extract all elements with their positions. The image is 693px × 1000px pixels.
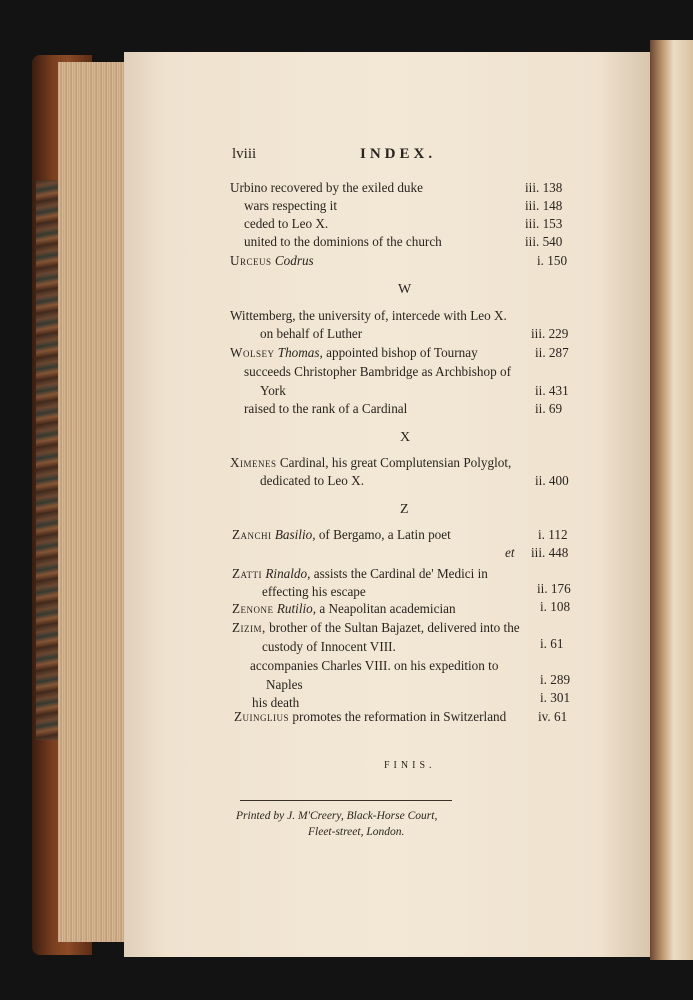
- entry-text: appointed bishop of Tournay: [322, 345, 478, 360]
- divider-rule: [240, 800, 452, 801]
- index-subentry: his death: [252, 695, 300, 710]
- entry-text: promotes the reformation in Switzerland: [289, 709, 507, 724]
- marbled-cover-edge: [36, 180, 58, 740]
- entry-text: a Neapolitan academician: [316, 601, 456, 616]
- index-heading: INDEX.: [360, 146, 437, 162]
- page-block-edge: [58, 62, 130, 942]
- index-subentry: dedicated to Leo X.: [260, 473, 364, 488]
- index-entry: [232, 566, 488, 582]
- index-entry: [232, 620, 520, 636]
- entry-et: et: [505, 545, 515, 560]
- index-entry: [230, 455, 511, 471]
- index-entry: [234, 709, 506, 725]
- entry-name: Ximenes: [230, 455, 277, 470]
- index-subentry: accompanies Charles VIII. on his expedition to: [250, 658, 499, 673]
- entry-name: Wolsey: [230, 345, 275, 360]
- index-subentry: succeeds Christopher Bambridge as Archbishop of: [244, 364, 511, 379]
- entry-given-name: Basilio,: [274, 527, 316, 542]
- section-letter-w: W: [398, 282, 412, 297]
- index-subentry: wars respecting it: [244, 198, 338, 213]
- entry-reference: i. 301: [540, 690, 571, 705]
- entry-reference: iii. 138: [525, 180, 563, 195]
- section-letter-x: X: [400, 430, 411, 445]
- entry-reference: ii. 400: [535, 473, 569, 488]
- index-subentry: custody of Innocent VIII.: [262, 639, 396, 654]
- entry-reference: i. 61: [540, 636, 564, 651]
- entry-text: Cardinal, his great Complutensian Polyglot,: [276, 455, 512, 470]
- entry-name: Zanchi: [232, 527, 272, 542]
- entry-reference: ii. 431: [535, 383, 569, 398]
- entry-given-name: Rutilio,: [276, 601, 317, 616]
- entry-reference: ii. 287: [535, 345, 569, 360]
- index-subentry: on behalf of Luther: [260, 326, 363, 341]
- index-subentry: ceded to Leo X.: [244, 216, 329, 231]
- entry-reference: iii. 229: [531, 326, 569, 341]
- index-entry: [230, 253, 314, 269]
- index-subentry: Naples: [266, 677, 303, 692]
- index-subentry: effecting his escape: [262, 584, 366, 599]
- index-entry: [230, 345, 478, 361]
- entry-name: Zizim,: [232, 620, 266, 635]
- entry-reference: ii. 69: [535, 401, 563, 416]
- entry-text: brother of the Sultan Bajazet, delivered into the: [265, 620, 520, 635]
- entry-reference: iii. 448: [531, 545, 569, 560]
- index-entry: Urbino recovered by the exiled duke: [230, 180, 423, 195]
- imprint-line-1: Printed by J. M'Creery, Black-Horse Court,: [236, 810, 438, 822]
- entry-name: Urceus: [230, 253, 272, 268]
- entry-name: Zuinglius: [234, 709, 290, 724]
- index-entry: Wittemberg, the university of, intercede with Leo X.: [230, 308, 507, 323]
- entry-name: Zenone: [232, 601, 274, 616]
- entry-reference: i. 108: [540, 599, 571, 614]
- facing-page-edge: [650, 40, 693, 960]
- entry-given-name: Codrus: [274, 253, 314, 268]
- entry-given-name: Thomas,: [277, 345, 323, 360]
- entry-text: assists the Cardinal de' Medici in: [310, 566, 488, 581]
- page-number: lviii: [232, 146, 257, 162]
- entry-text: of Bergamo, a Latin poet: [315, 527, 451, 542]
- entry-reference: iii. 148: [525, 198, 563, 213]
- index-subentry: York: [260, 383, 286, 398]
- entry-reference: i. 150: [537, 253, 568, 268]
- entry-reference: iii. 540: [525, 234, 563, 249]
- section-letter-z: Z: [400, 502, 409, 517]
- imprint-line-2: Fleet-street, London.: [308, 826, 405, 838]
- entry-reference: iv. 61: [538, 709, 568, 724]
- index-entry: [232, 527, 451, 543]
- entry-reference: iii. 153: [525, 216, 563, 231]
- entry-reference: ii. 176: [537, 581, 571, 596]
- entry-name: Zatti: [232, 566, 263, 581]
- entry-given-name: Rinaldo,: [265, 566, 311, 581]
- entry-reference: i. 112: [538, 527, 568, 542]
- index-subentry: raised to the rank of a Cardinal: [244, 401, 408, 416]
- index-subentry: united to the dominions of the church: [244, 234, 442, 249]
- index-entry: [232, 601, 456, 617]
- entry-reference: i. 289: [540, 672, 571, 687]
- finis: FINIS.: [384, 760, 436, 771]
